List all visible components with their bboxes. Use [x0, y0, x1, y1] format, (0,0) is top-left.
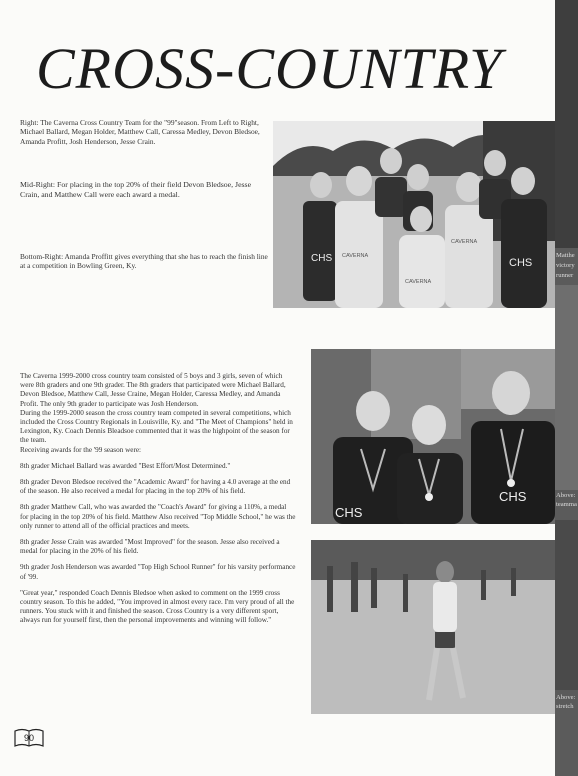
jersey-text: CHS [335, 505, 363, 520]
side-caption: Above: [556, 694, 576, 701]
runner-photo [311, 540, 555, 714]
page-title: CROSS-COUNTRY [36, 36, 503, 101]
article-body [20, 372, 296, 633]
medal-photo [311, 349, 555, 524]
page-number: 90 [23, 733, 34, 743]
jersey-text: CHS [509, 257, 533, 269]
team-photo [273, 121, 555, 308]
side-caption: teamma [556, 501, 577, 508]
jersey-text: CAVERNA [451, 239, 478, 245]
paragraph: 8th grader Matthew Call, who was awarded the "Coach's Award" for giving a 110%, a medal for placing in the top 20% of his field. Matthew Also received "Top Middle School," he was the only runner to attend all of the official practices and meets. [20, 503, 296, 530]
side-caption: Above: [556, 492, 576, 499]
paragraph: 8th grader Michael Ballard was awarded "Best Effort/Most Determined." [20, 461, 231, 470]
jersey-text: CHS [311, 253, 333, 264]
side-caption: stretch [556, 703, 574, 710]
paragraph: 8th grader Jesse Crain was awarded "Most Improved" for the season. Jesse also received a medal for placing in the 20% of his field. [20, 538, 280, 556]
side-caption: Matthe [556, 252, 575, 259]
side-caption: runner [556, 272, 574, 279]
adjacent-page-strip [555, 0, 578, 776]
paragraph: "Great year," responded Coach Dennis Bledsoe when asked to comment on the 1999 cross country season. To this he added, "You improved in almost every race. I'm very proud of all the runners. You stuck with it and finished the season. Cross Country is a very different sport, always run for yourself first, then the personal improvements and winning will follow." [20, 588, 295, 625]
caption-mid-right: Mid-Right: For placing in the top 20% of their field Devon Bledsoe, Jesse Crain, and Matthew Call were each award a medal. [20, 180, 252, 199]
paragraph: During the 1999-2000 season the cross country team competed in several competitions, which included the Cross Country Regionals in Louisville, Ky. and "The Meet of Champions" held in Lexington, Ky. Coach Dennis Bleadsoe commented that it was the highpoint of the season for the team. [20, 408, 293, 445]
jersey-text: CAVERNA [405, 279, 432, 285]
caption-bottom-right: Bottom-Right: Amanda Proffitt gives everything that she has to reach the finish line at a competition in Bowling Green, Ky. [20, 252, 268, 271]
side-caption: victory [556, 262, 575, 269]
paragraph: Receiving awards for the '99 season were: [20, 445, 142, 454]
paragraph: The Caverna 1999-2000 cross country team consisted of 5 boys and 3 girls, seven of which were 8th graders and one 9th grader. The 8th graders that participated were Michael Ballard, Devon Bledsoe, Matthew Call, Jesse Craine, Megan Holder, Caressa Medley, and Amanda Profit. The only 9th grader to participate was Josh Henderson. [20, 372, 286, 408]
paragraph: 8th grader Devon Bledsoe received the "Academic Award" for having a 4.0 average at the end of the season. He also received a medal for placing in the top 20% of his field. [20, 478, 291, 496]
paragraph: 9th grader Josh Henderson was awarded "Top High School Runner" for his varsity performance of '99. [20, 563, 296, 581]
jersey-text: CHS [499, 489, 527, 504]
jersey-text: CAVERNA [342, 253, 369, 259]
page-number-badge [14, 727, 44, 749]
caption-right: Right: The Caverna Cross Country Team for the "99"season. From Left to Right, Michael Ballard, Megan Holder, Matthew Call, Caressa Medley, Devon Bledsoe, Amanda Profitt, Josh Henderson, Jesse Crain. [20, 118, 260, 146]
